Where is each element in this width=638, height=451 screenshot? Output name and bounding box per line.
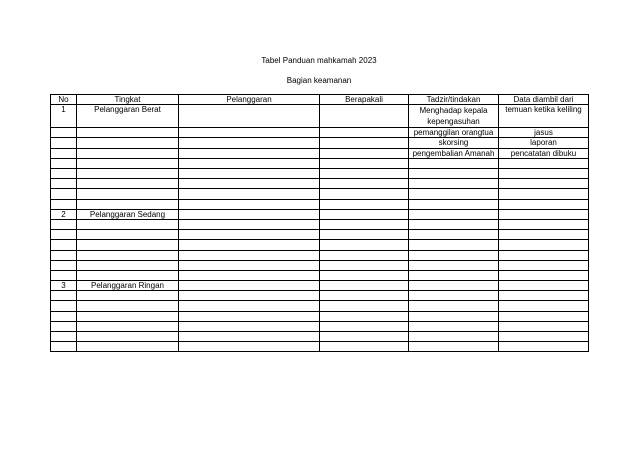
cell-tingkat xyxy=(77,260,179,270)
cell-berapakali xyxy=(320,219,409,229)
cell-no xyxy=(51,189,77,199)
cell-data-diambil-dari xyxy=(499,311,589,321)
cell-tingkat xyxy=(77,158,179,168)
table-row xyxy=(51,219,589,229)
header-no: No xyxy=(51,95,77,105)
cell-berapakali xyxy=(320,260,409,270)
cell-tingkat xyxy=(77,240,179,250)
cell-data-diambil-dari xyxy=(499,270,589,280)
cell-tingkat xyxy=(77,291,179,301)
cell-pelanggaran xyxy=(179,138,320,148)
cell-tadzir-tindakan xyxy=(409,250,499,260)
cell-berapakali xyxy=(320,230,409,240)
document-title: Tabel Panduan mahkamah 2023 xyxy=(261,56,377,65)
cell-data-diambil-dari xyxy=(499,281,589,291)
cell-berapakali xyxy=(320,105,409,128)
cell-pelanggaran xyxy=(179,270,320,280)
table-row xyxy=(51,311,589,321)
cell-pelanggaran xyxy=(179,169,320,179)
table-row xyxy=(51,158,589,168)
cell-data-diambil-dari: jasus xyxy=(499,128,589,138)
cell-berapakali xyxy=(320,281,409,291)
cell-pelanggaran xyxy=(179,321,320,331)
cell-tadzir-tindakan xyxy=(409,179,499,189)
cell-tadzir-tindakan xyxy=(409,301,499,311)
cell-pelanggaran xyxy=(179,148,320,158)
cell-no xyxy=(51,342,77,352)
cell-tadzir-tindakan xyxy=(409,209,499,219)
cell-tingkat xyxy=(77,199,179,209)
cell-pelanggaran xyxy=(179,260,320,270)
cell-berapakali xyxy=(320,332,409,342)
guidance-table xyxy=(50,94,589,352)
cell-berapakali xyxy=(320,250,409,260)
cell-data-diambil-dari: laporan xyxy=(499,138,589,148)
cell-tadzir-tindakan: pengembalian Amanah xyxy=(409,148,499,158)
cell-tadzir-tindakan xyxy=(409,158,499,168)
cell-data-diambil-dari xyxy=(499,291,589,301)
cell-pelanggaran xyxy=(179,332,320,342)
header-data-diambil-dari: Data diambil dari xyxy=(499,95,589,105)
cell-pelanggaran xyxy=(179,291,320,301)
document-subtitle: Bagian keamanan xyxy=(286,76,352,85)
cell-pelanggaran xyxy=(179,189,320,199)
cell-no xyxy=(51,169,77,179)
cell-data-diambil-dari xyxy=(499,230,589,240)
cell-berapakali xyxy=(320,169,409,179)
cell-pelanggaran xyxy=(179,209,320,219)
cell-berapakali xyxy=(320,128,409,138)
cell-tadzir-tindakan: pemanggilan orangtua xyxy=(409,128,499,138)
cell-no xyxy=(51,332,77,342)
table-row xyxy=(51,169,589,179)
cell-berapakali xyxy=(320,199,409,209)
table-row xyxy=(51,189,589,199)
cell-tadzir-tindakan xyxy=(409,240,499,250)
cell-data-diambil-dari xyxy=(499,240,589,250)
table-row xyxy=(51,209,589,219)
cell-berapakali xyxy=(320,179,409,189)
cell-berapakali xyxy=(320,240,409,250)
cell-tadzir-tindakan xyxy=(409,291,499,301)
cell-data-diambil-dari xyxy=(499,332,589,342)
cell-no xyxy=(51,128,77,138)
cell-tadzir-tindakan xyxy=(409,270,499,280)
cell-berapakali xyxy=(320,291,409,301)
cell-berapakali xyxy=(320,148,409,158)
cell-pelanggaran xyxy=(179,219,320,229)
cell-pelanggaran xyxy=(179,128,320,138)
cell-berapakali xyxy=(320,342,409,352)
cell-tadzir-tindakan xyxy=(409,189,499,199)
cell-no xyxy=(51,291,77,301)
cell-data-diambil-dari xyxy=(499,301,589,311)
cell-tadzir-tindakan xyxy=(409,260,499,270)
cell-pelanggaran xyxy=(179,230,320,240)
header-tingkat: Tingkat xyxy=(77,95,179,105)
cell-pelanggaran xyxy=(179,158,320,168)
table-row xyxy=(51,128,589,138)
cell-tadzir-tindakan: skorsing xyxy=(409,138,499,148)
cell-data-diambil-dari xyxy=(499,250,589,260)
cell-no xyxy=(51,321,77,331)
header-tadzir-tindakan: Tadzir/tindakan xyxy=(409,95,499,105)
cell-no xyxy=(51,250,77,260)
cell-tingkat xyxy=(77,138,179,148)
table-row xyxy=(51,301,589,311)
cell-pelanggaran xyxy=(179,105,320,128)
table-row xyxy=(51,230,589,240)
cell-berapakali xyxy=(320,270,409,280)
table-row xyxy=(51,332,589,342)
cell-tingkat xyxy=(77,148,179,158)
cell-no xyxy=(51,311,77,321)
cell-data-diambil-dari xyxy=(499,209,589,219)
header-pelanggaran: Pelanggaran xyxy=(179,95,320,105)
cell-tadzir-tindakan xyxy=(409,281,499,291)
cell-data-diambil-dari xyxy=(499,189,589,199)
table-row xyxy=(51,250,589,260)
cell-tadzir-tindakan xyxy=(409,342,499,352)
cell-no: 3 xyxy=(51,281,77,291)
cell-tingkat: Pelanggaran Ringan xyxy=(77,281,179,291)
cell-data-diambil-dari: pencatatan dibuku xyxy=(499,148,589,158)
table-row xyxy=(51,138,589,148)
cell-tadzir-tindakan xyxy=(409,219,499,229)
cell-no xyxy=(51,199,77,209)
cell-no xyxy=(51,138,77,148)
cell-tingkat: Pelanggaran Berat xyxy=(77,105,179,128)
cell-tingkat xyxy=(77,169,179,179)
cell-no xyxy=(51,260,77,270)
cell-data-diambil-dari xyxy=(499,199,589,209)
cell-data-diambil-dari xyxy=(499,158,589,168)
cell-no xyxy=(51,301,77,311)
cell-data-diambil-dari xyxy=(499,219,589,229)
cell-pelanggaran xyxy=(179,281,320,291)
cell-tadzir-tindakan xyxy=(409,230,499,240)
cell-tadzir-tindakan xyxy=(409,311,499,321)
cell-tadzir-tindakan xyxy=(409,199,499,209)
cell-no xyxy=(51,230,77,240)
cell-data-diambil-dari xyxy=(499,260,589,270)
cell-tingkat xyxy=(77,189,179,199)
cell-pelanggaran xyxy=(179,301,320,311)
cell-no xyxy=(51,179,77,189)
cell-pelanggaran xyxy=(179,342,320,352)
cell-tadzir-tindakan xyxy=(409,169,499,179)
cell-data-diambil-dari xyxy=(499,321,589,331)
cell-tadzir-tindakan: Menghadap kepala kepengasuhan xyxy=(409,105,499,128)
cell-no xyxy=(51,158,77,168)
cell-berapakali xyxy=(320,138,409,148)
cell-no: 2 xyxy=(51,209,77,219)
cell-tadzir-tindakan xyxy=(409,332,499,342)
cell-pelanggaran xyxy=(179,179,320,189)
cell-tingkat xyxy=(77,321,179,331)
table-row xyxy=(51,148,589,158)
table-row xyxy=(51,260,589,270)
cell-no: 1 xyxy=(51,105,77,128)
table-row xyxy=(51,291,589,301)
cell-data-diambil-dari xyxy=(499,169,589,179)
table-row xyxy=(51,179,589,189)
cell-berapakali xyxy=(320,158,409,168)
cell-tingkat: Pelanggaran Sedang xyxy=(77,209,179,219)
cell-data-diambil-dari xyxy=(499,342,589,352)
table-row xyxy=(51,321,589,331)
header-berapakali: Berapakali xyxy=(320,95,409,105)
cell-no xyxy=(51,148,77,158)
cell-berapakali xyxy=(320,189,409,199)
table-row xyxy=(51,342,589,352)
cell-tingkat xyxy=(77,342,179,352)
cell-pelanggaran xyxy=(179,250,320,260)
cell-pelanggaran xyxy=(179,199,320,209)
cell-tingkat xyxy=(77,179,179,189)
cell-pelanggaran xyxy=(179,311,320,321)
table-row xyxy=(51,199,589,209)
cell-berapakali xyxy=(320,311,409,321)
cell-tadzir-tindakan xyxy=(409,321,499,331)
cell-berapakali xyxy=(320,321,409,331)
cell-tingkat xyxy=(77,128,179,138)
table-row xyxy=(51,281,589,291)
cell-no xyxy=(51,270,77,280)
cell-data-diambil-dari xyxy=(499,179,589,189)
cell-tingkat xyxy=(77,270,179,280)
table-row xyxy=(51,240,589,250)
cell-no xyxy=(51,240,77,250)
cell-tingkat xyxy=(77,332,179,342)
table-row xyxy=(51,105,589,128)
cell-tingkat xyxy=(77,230,179,240)
table-row xyxy=(51,270,589,280)
cell-tingkat xyxy=(77,219,179,229)
cell-tingkat xyxy=(77,250,179,260)
table-header-row xyxy=(51,95,589,105)
cell-berapakali xyxy=(320,209,409,219)
cell-tingkat xyxy=(77,311,179,321)
cell-tingkat xyxy=(77,301,179,311)
cell-no xyxy=(51,219,77,229)
cell-pelanggaran xyxy=(179,240,320,250)
cell-data-diambil-dari: temuan ketika keliling xyxy=(499,105,589,128)
cell-berapakali xyxy=(320,301,409,311)
